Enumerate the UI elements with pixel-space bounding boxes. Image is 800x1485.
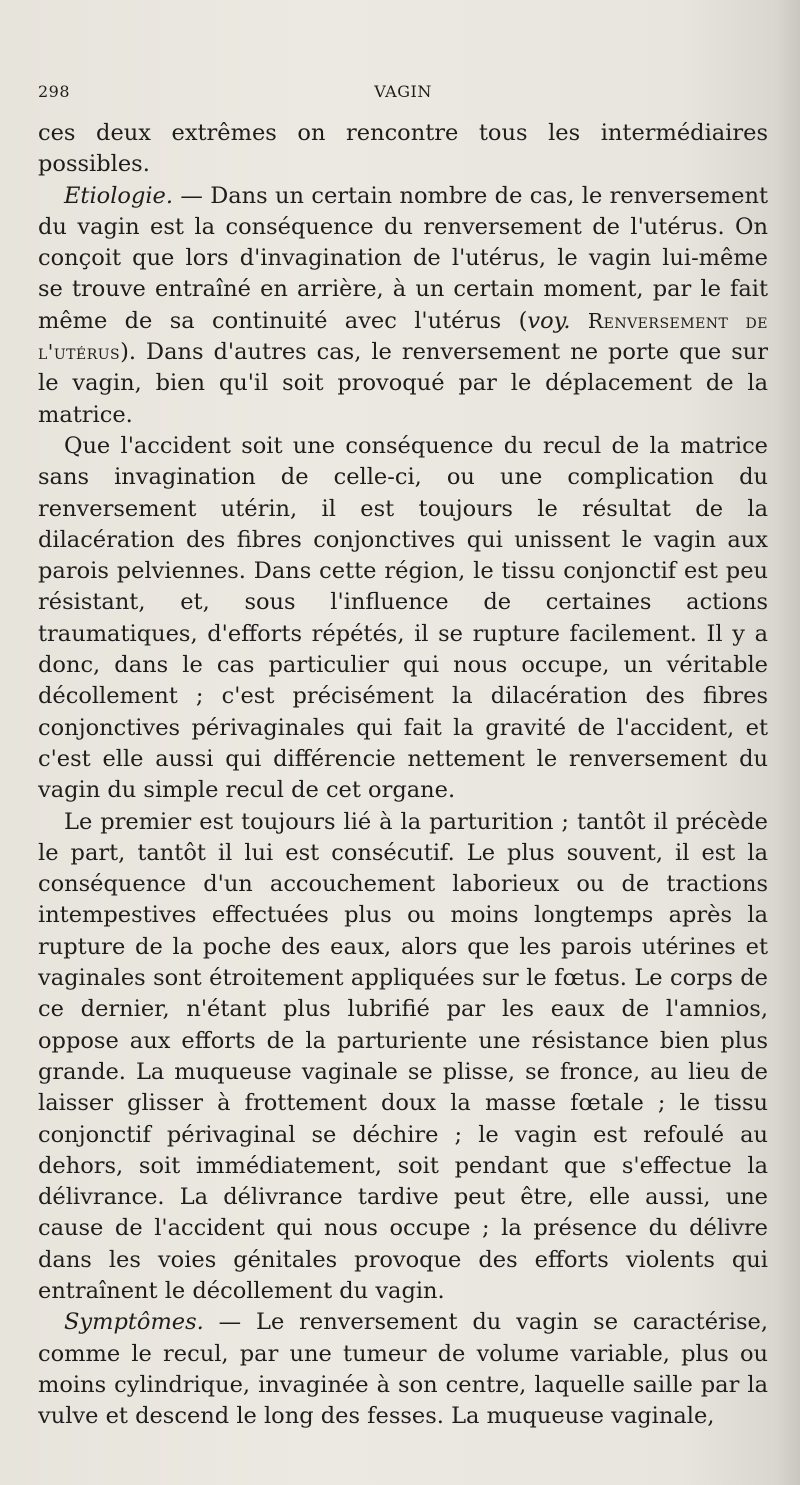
cross-reference-title: Renversement de l'utérus bbox=[38, 308, 768, 365]
paragraph bbox=[38, 431, 768, 807]
running-title: VAGIN bbox=[374, 82, 432, 101]
body-text bbox=[38, 118, 768, 1432]
paragraph-text: Dans un certain nombre de cas, le renversement du vagin est la conséquence du renversement de l'utérus. On conçoit que lors d'invagination de l'utérus, le vagin lui-même se trouve entraîné en arrière, à un certain moment, par le fait même de sa continuité avec l'utérus ( bbox=[38, 182, 768, 334]
paragraph-text: Le renversement du vagin se caractérise, comme le recul, par une tumeur de volume variable, plus ou moins cylindrique, invaginée à son centre, laquelle saille par la vulve et descend le long des fesses. La muqueuse vaginale, bbox=[38, 1309, 768, 1430]
paragraph-text: Le premier est toujours lié à la parturition ; tantôt il précède le part, tantôt il lui est consécutif. Le plus souvent, il est la conséquence d'un accouchement laborieux ou de tractions intempestives effectuées plus ou moins longtemps après la rupture de la poche des eaux, alors que les parois utérines et vaginales sont étroitement appliquées sur le fœtus. Le corps de ce dernier, n'étant plus lubrifié par les eaux de l'amnios, oppose aux efforts de la parturiente une résistance bien plus grande. La muqueuse vaginale se plisse, se fronce, au lieu de laisser glisser à frottement doux la masse fœtale ; le tissu conjonctif périvaginal se déchire ; le vagin est refoulé au dehors, soit immédiatement, soit pendant que s'effectue la délivrance. La délivrance tardive peut être, elle aussi, une cause de l'accident qui nous occupe ; la présence du délivre dans les voies génitales provoque des efforts violents qui entraînent le décollement du vagin. bbox=[38, 808, 768, 1304]
paragraph-text: ces deux extrêmes on rencontre tous les intermédiaires possibles. bbox=[38, 120, 768, 178]
heading-dash: — bbox=[173, 182, 211, 209]
heading-dash: — bbox=[203, 1309, 257, 1336]
paragraph-text: ). Dans d'autres cas, le renversement ne porte que sur le vagin, bien qu'il soit provoqué par le déplacement de la matrice. bbox=[38, 339, 768, 428]
running-head bbox=[38, 82, 768, 118]
page-number: 298 bbox=[38, 82, 71, 101]
section-heading-etiologie: Etiologie. bbox=[64, 182, 174, 209]
section-heading-symptomes: Symptômes. bbox=[64, 1309, 204, 1336]
paragraph-symptomes bbox=[38, 1307, 768, 1432]
paragraph-text: Que l'accident soit une conséquence du recul de la matrice sans invagination de celle-ci, ou une complication du renversement utérin, il est toujours le résultat de la dilacération des fibres conjonctives qui unissent le vagin aux parois pelviennes. Dans cette région, le tissu conjonctif est peu résistant, et, sous l'influence de certaines actions traumatiques, d'efforts répétés, il se rupture facilement. Il y a donc, dans le cas particulier qui nous occupe, un véritable décollement ; c'est précisément la dilacération des fibres conjonctives périvaginales qui fait la gravité de l'accident, et c'est elle aussi qui différencie nettement le renversement du vagin du simple recul de cet organe. bbox=[38, 432, 768, 804]
paragraph-continuation bbox=[38, 118, 768, 181]
cross-reference-voy: voy. bbox=[527, 307, 571, 334]
paragraph-etiologie bbox=[38, 181, 768, 431]
paragraph bbox=[38, 807, 768, 1308]
